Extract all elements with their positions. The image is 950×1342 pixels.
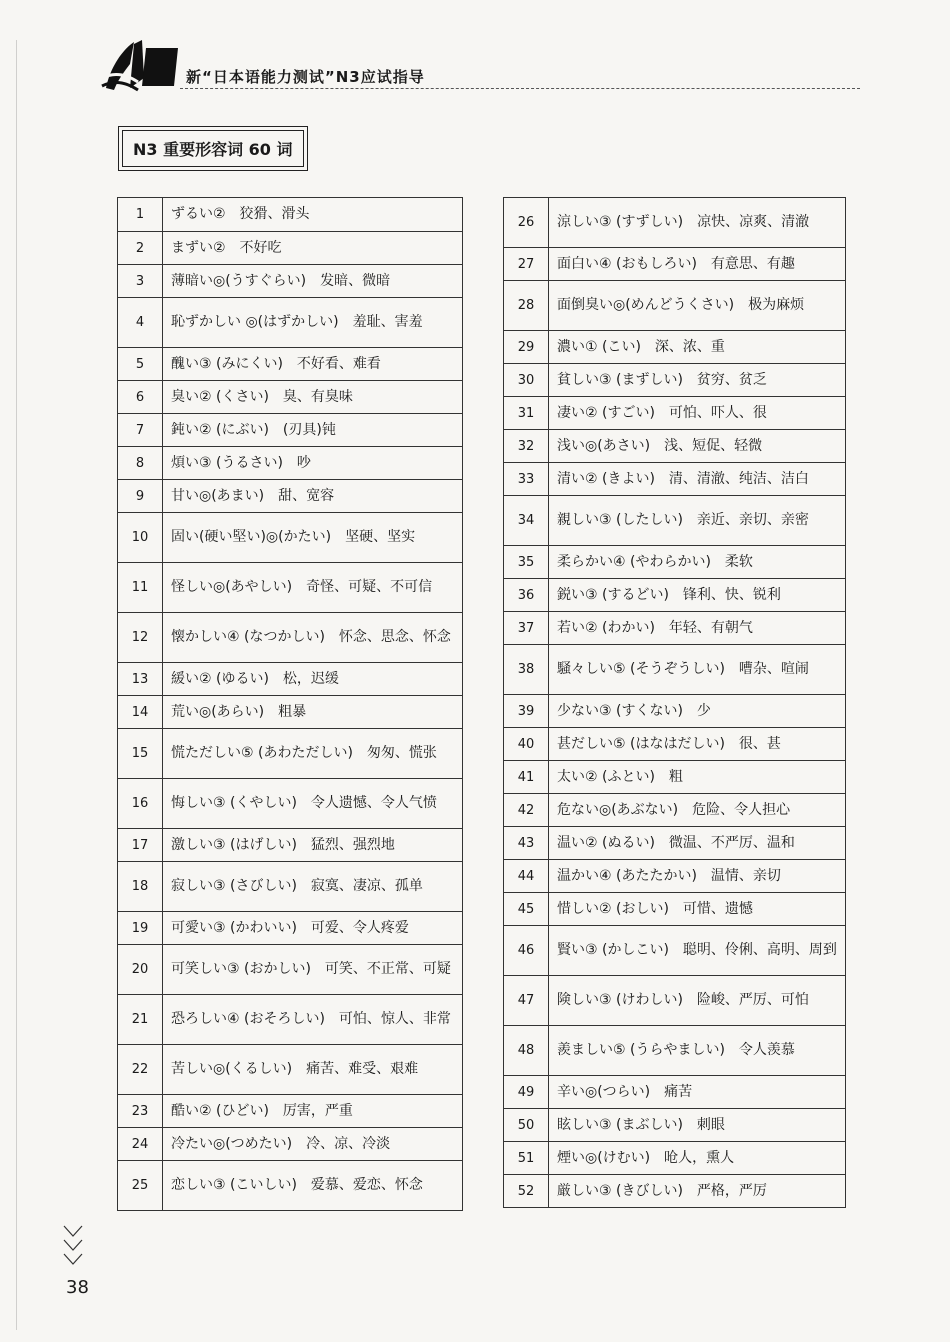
- vocab-number: 9: [118, 480, 163, 513]
- vocab-entry: 危ない◎(あぶない) 危险、令人担心: [549, 794, 846, 827]
- vocab-row: [118, 1128, 463, 1161]
- vocab-number: 38: [504, 645, 549, 695]
- vocab-row: [504, 794, 846, 827]
- vocab-row: [504, 728, 846, 761]
- vocab-row: [504, 612, 846, 645]
- vocab-entry: 鋭い③ (するどい) 锋利、快、锐利: [549, 579, 846, 612]
- vocab-row: [118, 232, 463, 265]
- vocab-row: [118, 513, 463, 563]
- vocab-number: 52: [504, 1175, 549, 1208]
- vocab-entry: 酷い② (ひどい) 厉害，严重: [163, 1095, 463, 1128]
- vocab-entry: 激しい③ (はげしい) 猛烈、强烈地: [163, 829, 463, 862]
- vocab-row: [118, 265, 463, 298]
- vocab-entry: 苦しい◎(くるしい) 痛苦、难受、艰难: [163, 1045, 463, 1095]
- vocab-row: [504, 645, 846, 695]
- vocab-row: [504, 976, 846, 1026]
- vocab-number: 15: [118, 729, 163, 779]
- vocab-number: 2: [118, 232, 163, 265]
- vocab-entry: 薄暗い◎(うすぐらい) 发暗、微暗: [163, 265, 463, 298]
- vocab-number: 23: [118, 1095, 163, 1128]
- vocab-number: 21: [118, 995, 163, 1045]
- vocab-entry: ずるい② 狡猾、滑头: [163, 198, 463, 232]
- vocab-entry: 怪しい◎(あやしい) 奇怪、可疑、不可信: [163, 563, 463, 613]
- vocab-row: [504, 1076, 846, 1109]
- binding-margin-line: [16, 40, 17, 1330]
- vocab-entry: 煙い◎(けむい) 呛人，熏人: [549, 1142, 846, 1175]
- vocab-row: [118, 414, 463, 447]
- vocab-row: [504, 827, 846, 860]
- vocab-number: 36: [504, 579, 549, 612]
- vocab-number: 24: [118, 1128, 163, 1161]
- vocab-entry: まずい② 不好吃: [163, 232, 463, 265]
- vocab-number: 4: [118, 298, 163, 348]
- vocab-number: 32: [504, 430, 549, 463]
- vocab-entry: 慌ただしい⑤ (あわただしい) 匆匆、慌张: [163, 729, 463, 779]
- vocab-entry: 涼しい③ (すずしい) 凉快、凉爽、清澈: [549, 198, 846, 248]
- vocab-number: 40: [504, 728, 549, 761]
- vocab-row: [504, 1026, 846, 1076]
- vocab-row: [118, 779, 463, 829]
- vocab-number: 42: [504, 794, 549, 827]
- vocab-row: [118, 480, 463, 513]
- vocab-number: 50: [504, 1109, 549, 1142]
- vocab-row: [118, 1161, 463, 1211]
- vocab-row: [118, 1095, 463, 1128]
- vocab-row: [118, 348, 463, 381]
- vocab-number: 5: [118, 348, 163, 381]
- vocab-entry: 恋しい③ (こいしい) 爱慕、爱恋、怀念: [163, 1161, 463, 1211]
- vocab-row: [504, 1109, 846, 1142]
- vocab-row: [504, 579, 846, 612]
- vocab-row: [118, 696, 463, 729]
- vocab-row: [504, 695, 846, 728]
- vocab-row: [504, 463, 846, 496]
- vocab-row: [504, 281, 846, 331]
- vocab-row: [504, 496, 846, 546]
- vocab-row: [504, 546, 846, 579]
- vocab-number: 34: [504, 496, 549, 546]
- vocab-row: [504, 364, 846, 397]
- vocab-entry: 辛い◎(つらい) 痛苦: [549, 1076, 846, 1109]
- vocab-row: [118, 613, 463, 663]
- vocab-row: [118, 912, 463, 945]
- vocab-entry: 寂しい③ (さびしい) 寂寞、凄凉、孤单: [163, 862, 463, 912]
- vocab-entry: 鈍い② (にぶい) (刃具)钝: [163, 414, 463, 447]
- vocab-row: [504, 430, 846, 463]
- vocab-entry: 荒い◎(あらい) 粗暴: [163, 696, 463, 729]
- vocab-row: [118, 663, 463, 696]
- vocab-entry: 臭い② (くさい) 臭、有臭味: [163, 381, 463, 414]
- vocab-row: [118, 945, 463, 995]
- vocab-row: [504, 926, 846, 976]
- vocab-entry: 貧しい③ (まずしい) 贫穷、贫乏: [549, 364, 846, 397]
- vocab-number: 11: [118, 563, 163, 613]
- vocab-entry: 恐ろしい④ (おそろしい) 可怕、惊人、非常: [163, 995, 463, 1045]
- vocab-entry: 濃い① (こい) 深、浓、重: [549, 331, 846, 364]
- vocab-number: 10: [118, 513, 163, 563]
- vocab-entry: 柔らかい④ (やわらかい) 柔软: [549, 546, 846, 579]
- vocab-row: [504, 331, 846, 364]
- vocab-table-left: [117, 197, 463, 1211]
- vocab-row: [118, 298, 463, 348]
- vocab-row: [504, 761, 846, 794]
- vocab-number: 26: [504, 198, 549, 248]
- vocab-number: 33: [504, 463, 549, 496]
- book-logo-icon: [100, 38, 182, 94]
- vocab-entry: 険しい③ (けわしい) 险峻、严厉、可怕: [549, 976, 846, 1026]
- vocab-number: 27: [504, 248, 549, 281]
- vocab-number: 16: [118, 779, 163, 829]
- vocab-number: 6: [118, 381, 163, 414]
- vocab-number: 30: [504, 364, 549, 397]
- vocab-entry: 浅い◎(あさい) 浅、短促、轻微: [549, 430, 846, 463]
- vocab-number: 31: [504, 397, 549, 430]
- vocab-entry: 煩い③ (うるさい) 吵: [163, 447, 463, 480]
- vocab-entry: 固い(硬い堅い)◎(かたい) 坚硬、坚实: [163, 513, 463, 563]
- vocab-row: [118, 729, 463, 779]
- vocab-number: 49: [504, 1076, 549, 1109]
- vocab-number: 47: [504, 976, 549, 1026]
- vocab-number: 51: [504, 1142, 549, 1175]
- vocab-number: 12: [118, 613, 163, 663]
- vocab-number: 39: [504, 695, 549, 728]
- vocab-number: 28: [504, 281, 549, 331]
- vocab-number: 14: [118, 696, 163, 729]
- vocab-entry: 凄い② (すごい) 可怕、吓人、很: [549, 397, 846, 430]
- vocab-entry: 温い② (ぬるい) 微温、不严厉、温和: [549, 827, 846, 860]
- vocab-number: 25: [118, 1161, 163, 1211]
- header-divider: [180, 88, 860, 89]
- vocab-number: 7: [118, 414, 163, 447]
- header-title: 新“日本语能力测试”N3应试指导: [186, 68, 425, 86]
- vocab-entry: 太い② (ふとい) 粗: [549, 761, 846, 794]
- vocab-row: [504, 1142, 846, 1175]
- vocab-entry: 甘い◎(あまい) 甜、宽容: [163, 480, 463, 513]
- vocab-entry: 冷たい◎(つめたい) 冷、凉、冷淡: [163, 1128, 463, 1161]
- vocab-entry: 可愛い③ (かわいい) 可爱、令人疼爱: [163, 912, 463, 945]
- vocab-number: 22: [118, 1045, 163, 1095]
- vocab-number: 46: [504, 926, 549, 976]
- vocab-number: 48: [504, 1026, 549, 1076]
- vocab-entry: 悔しい③ (くやしい) 令人遗憾、令人气愤: [163, 779, 463, 829]
- vocab-number: 13: [118, 663, 163, 696]
- vocab-number: 20: [118, 945, 163, 995]
- vocab-table-right: [503, 197, 846, 1208]
- vocab-entry: 面倒臭い◎(めんどうくさい) 极为麻烦: [549, 281, 846, 331]
- vocab-row: [504, 1175, 846, 1208]
- vocab-entry: 羨ましい⑤ (うらやましい) 令人羡慕: [549, 1026, 846, 1076]
- vocab-entry: 少ない③ (すくない) 少: [549, 695, 846, 728]
- vocab-entry: 惜しい② (おしい) 可惜、遗憾: [549, 893, 846, 926]
- vocab-number: 29: [504, 331, 549, 364]
- vocab-row: [504, 860, 846, 893]
- vocab-number: 3: [118, 265, 163, 298]
- vocab-row: [504, 198, 846, 248]
- vocab-entry: 面白い④ (おもしろい) 有意思、有趣: [549, 248, 846, 281]
- vocab-number: 37: [504, 612, 549, 645]
- page-number: 38: [66, 1277, 89, 1298]
- vocab-row: [118, 862, 463, 912]
- vocab-entry: 眩しい③ (まぶしい) 刺眼: [549, 1109, 846, 1142]
- vocab-entry: 親しい③ (したしい) 亲近、亲切、亲密: [549, 496, 846, 546]
- vocab-number: 45: [504, 893, 549, 926]
- vocab-number: 17: [118, 829, 163, 862]
- vocab-number: 41: [504, 761, 549, 794]
- vocab-number: 35: [504, 546, 549, 579]
- vocab-number: 43: [504, 827, 549, 860]
- vocab-entry: 騒々しい⑤ (そうぞうしい) 嘈杂、喧闹: [549, 645, 846, 695]
- page-header: [100, 38, 860, 98]
- chevron-decoration-icon: [62, 1224, 84, 1272]
- vocab-entry: 若い② (わかい) 年轻、有朝气: [549, 612, 846, 645]
- vocab-row: [118, 447, 463, 480]
- vocab-row: [504, 397, 846, 430]
- vocab-entry: 恥ずかしい ◎(はずかしい) 羞耻、害羞: [163, 298, 463, 348]
- vocab-entry: 緩い② (ゆるい) 松，迟缓: [163, 663, 463, 696]
- vocab-entry: 清い② (きよい) 清、清澈、纯洁、洁白: [549, 463, 846, 496]
- vocab-number: 19: [118, 912, 163, 945]
- vocab-row: [118, 1045, 463, 1095]
- vocab-entry: 懐かしい④ (なつかしい) 怀念、思念、怀念: [163, 613, 463, 663]
- vocab-row: [118, 563, 463, 613]
- vocab-number: 8: [118, 447, 163, 480]
- vocab-entry: 可笑しい③ (おかしい) 可笑、不正常、可疑: [163, 945, 463, 995]
- vocab-number: 44: [504, 860, 549, 893]
- vocab-entry: 温かい④ (あたたかい) 温情、亲切: [549, 860, 846, 893]
- vocab-entry: 厳しい③ (きびしい) 严格，严厉: [549, 1175, 846, 1208]
- vocab-entry: 賢い③ (かしこい) 聪明、伶俐、高明、周到: [549, 926, 846, 976]
- vocab-row: [504, 893, 846, 926]
- vocab-row: [118, 829, 463, 862]
- vocab-entry: 醜い③ (みにくい) 不好看、难看: [163, 348, 463, 381]
- vocab-number: 1: [118, 198, 163, 232]
- section-title-box: [118, 126, 308, 171]
- vocab-row: [118, 198, 463, 232]
- vocab-entry: 甚だしい⑤ (はなはだしい) 很、甚: [549, 728, 846, 761]
- vocab-number: 18: [118, 862, 163, 912]
- section-title: N3 重要形容词 60 词: [122, 130, 304, 167]
- vocab-row: [118, 381, 463, 414]
- vocab-row: [118, 995, 463, 1045]
- vocab-row: [504, 248, 846, 281]
